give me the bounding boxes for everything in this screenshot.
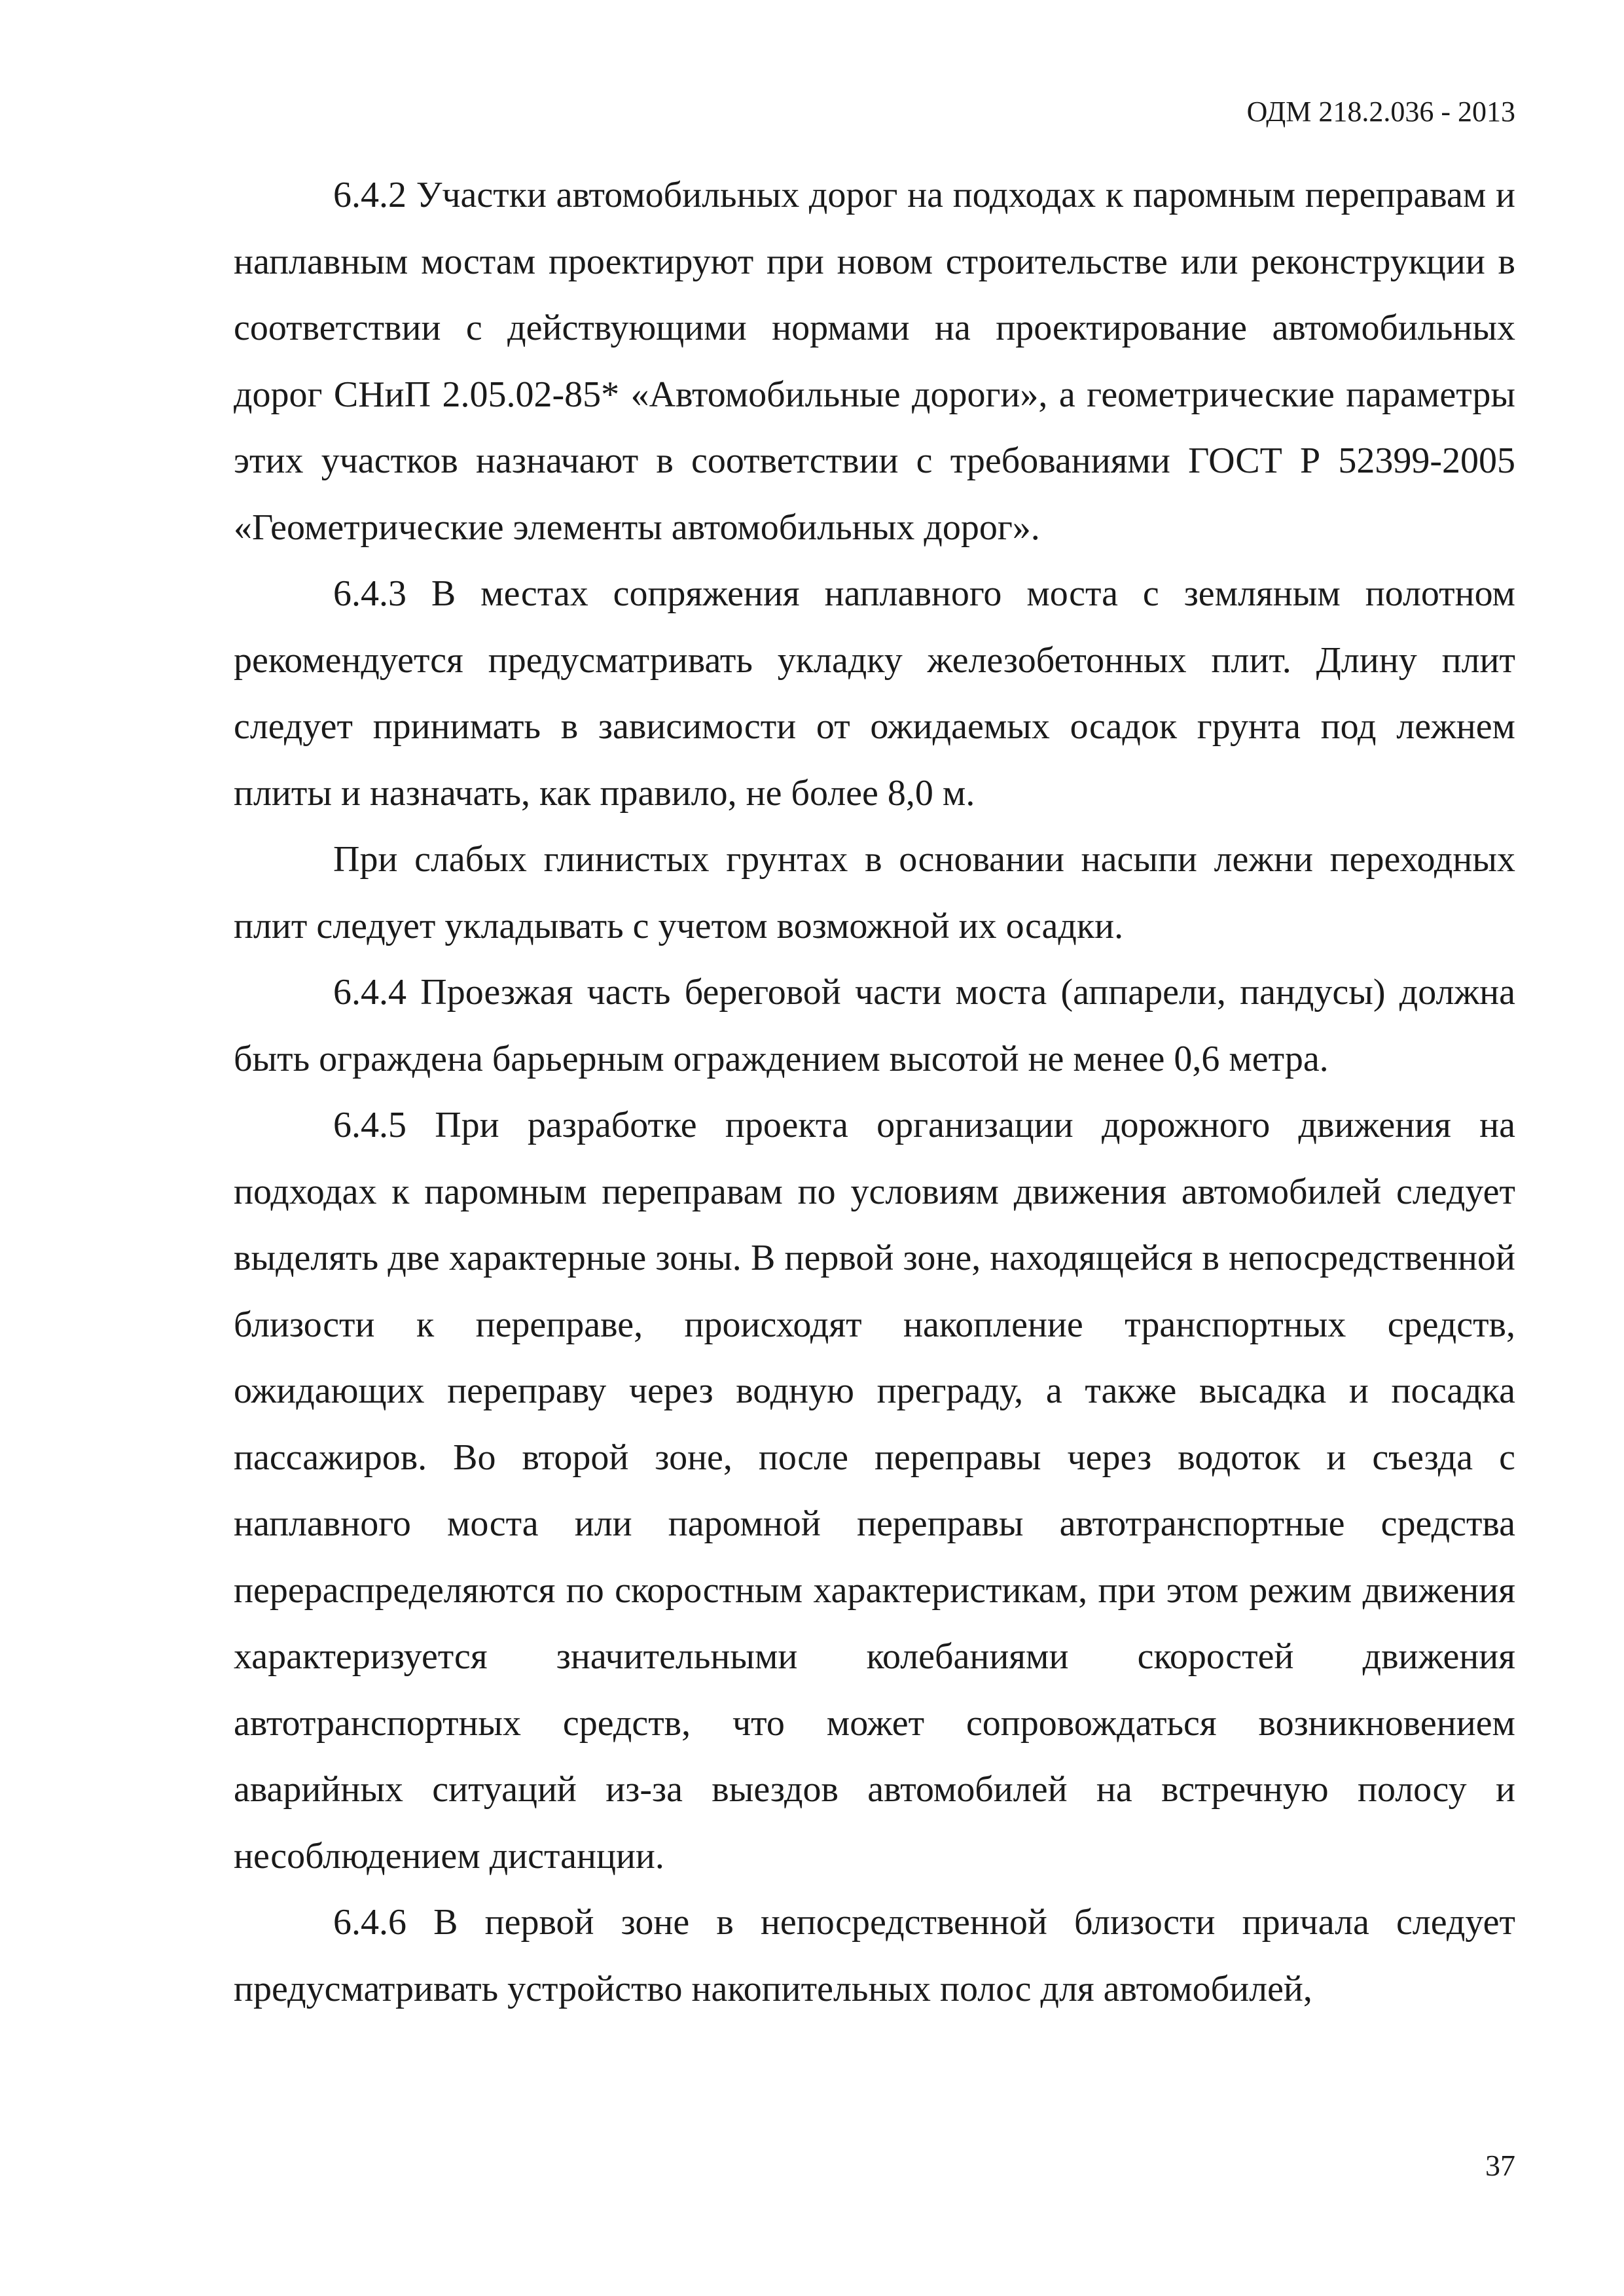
paragraph-6-4-6: 6.4.6 В первой зоне в непосредственной близости причала следует предусматривать устройство накопительных полос для автомобилей, [234, 1902, 1515, 2009]
page-number: 37 [1485, 2149, 1515, 2182]
paragraph-weak-soils: При слабых глинистых грунтах в основании насыпи лежни переходных плит следует укладывать с учетом возможной их осадки. [234, 839, 1515, 946]
paragraph-6-4-3: 6.4.3 В местах сопряжения наплавного моста с земляным полотном рекомендуется предусматривать укладку железобетонных плит. Длину плит следует принимать в зависимости от ожидаемых осадок грунта под лежнем плиты и назначать, как правило, не более 8,0 м. [234, 573, 1515, 814]
paragraph-6-4-5: 6.4.5 При разработке проекта организации дорожного движения на подходах к паромным переправам по условиям движения автомобилей следует выделять две характерные зоны. В первой зоне, находящейся в непосредственной близости к переправе, происходят накопление транспортных средств, ожидающих переправу через водную преграду, а также высадка и посадка пассажиров. Во второй зоне, после переправы через водоток и съезда с наплавного моста или паромной переправы автотранспортные средства перераспределяются по скоростным характеристикам, при этом режим движения характеризуется значительными колебаниями скоростей движения автотранспортных средств, что может сопровождаться возникновением аварийных ситуаций из-за выездов автомобилей на встречную полосу и несоблюдением дистанции. [234, 1105, 1515, 1876]
document-code-header: ОДМ 218.2.036 - 2013 [1246, 96, 1515, 128]
document-body [234, 162, 1515, 2022]
paragraph-6-4-2: 6.4.2 Участки автомобильных дорог на подходах к паромным переправам и наплавным мостам проектируют при новом строительстве или реконструкции в соответствии с действующими нормами на проектирование автомобильных дорог СНиП 2.05.02-85* «Автомобильные дороги», а геометрические параметры этих участков назначают в соответствии с требованиями ГОСТ Р 52399-2005 «Геометрические элементы автомобильных дорог». [234, 175, 1515, 548]
paragraph-6-4-4: 6.4.4 Проезжая часть береговой части моста (аппарели, пандусы) должна быть ограждена барьерным ограждением высотой не менее 0,6 метра. [234, 972, 1515, 1079]
